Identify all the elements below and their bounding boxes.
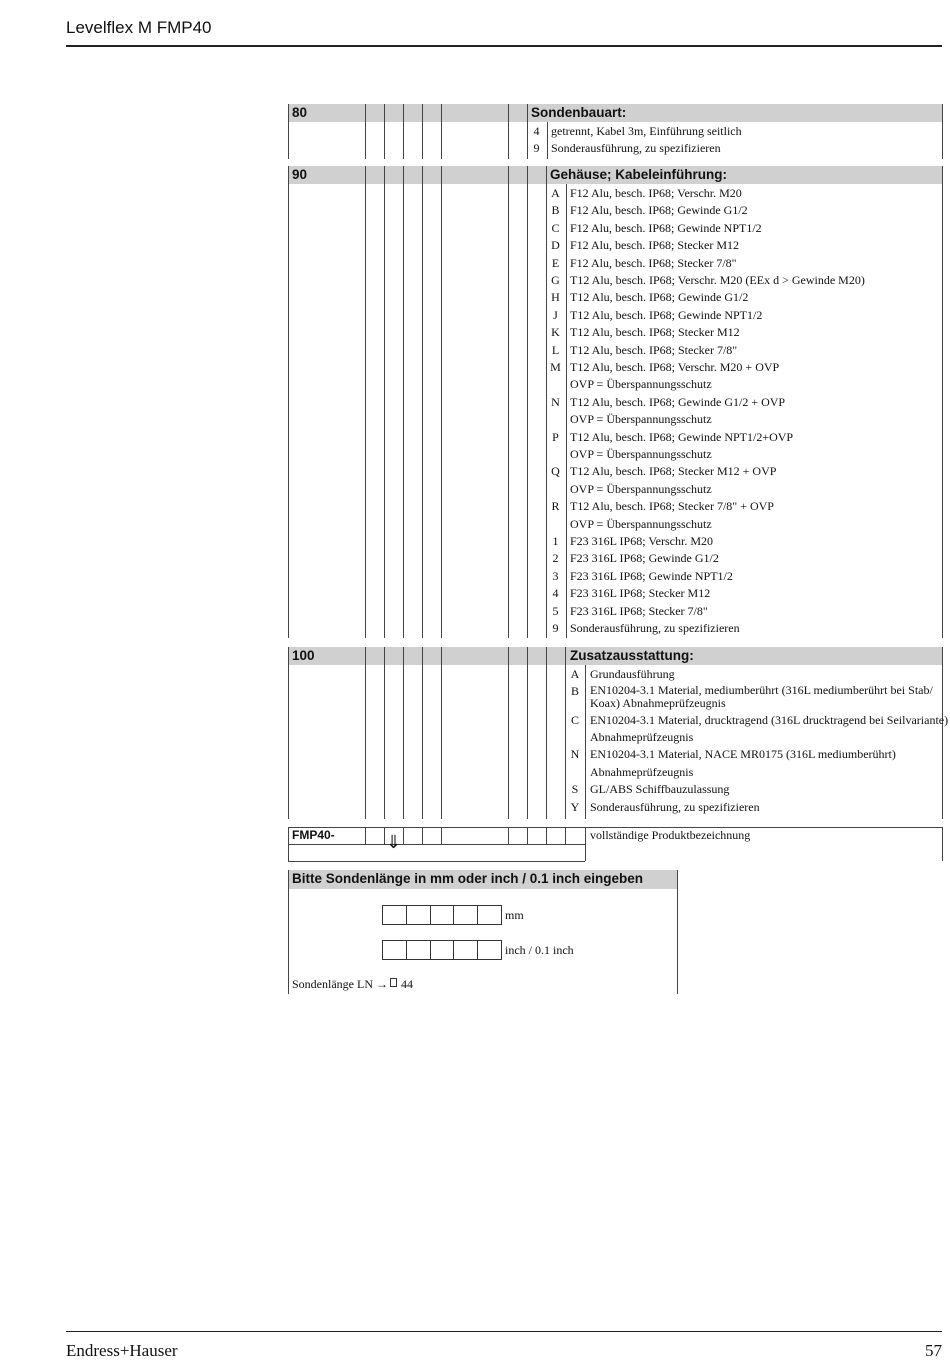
section90-row-desc: T12 Alu, besch. IP68; Stecker 7/8" + OVP (570, 499, 774, 514)
section100-row-desc: EN10204-3.1 Material, NACE MR0175 (316L mediumberührt) (590, 747, 896, 762)
product-code-cell-line (422, 827, 423, 844)
page-number: 57 (925, 1341, 942, 1360)
section100-column-line (441, 647, 442, 819)
section90-row-code: H (551, 290, 560, 305)
section90-row-desc: T12 Alu, besch. IP68; Stecker M12 + OVP (570, 464, 777, 479)
section90-row-code: B (551, 203, 560, 218)
section80-column-line (547, 122, 548, 159)
footer-brand: Endress+Hauser (66, 1341, 178, 1360)
section90-column-line (527, 166, 528, 638)
section90-column-line (422, 166, 423, 638)
header-rule (66, 45, 942, 47)
section80-row-desc: getrennt, Kabel 3m, Einführung seitlich (551, 124, 742, 138)
section90-row-desc: OVP = Überspannungsschutz (570, 447, 712, 461)
section90-row-desc: T12 Alu, besch. IP68; Stecker M12 (570, 325, 740, 340)
section100-row-desc: Abnahmeprüfzeugnis (590, 764, 694, 779)
section90-row-code: 5 (552, 603, 559, 618)
section90-row-desc: OVP = Überspannungsschutz (570, 412, 712, 427)
section90-row-desc: F23 316L IP68; Gewinde NPT1/2 (570, 568, 733, 583)
length-digit-cell[interactable] (454, 941, 478, 959)
section90-row-desc: F23 316L IP68; Verschr. M20 (570, 534, 714, 548)
section100-column-line (384, 647, 385, 819)
length-digit-cell[interactable] (431, 906, 455, 924)
section90-column-line (365, 166, 366, 638)
length-input-mm-unit: mm (505, 908, 524, 922)
section100-row-code: N (570, 747, 580, 762)
section80-column-line (508, 104, 509, 159)
length-digit-cell[interactable] (383, 906, 407, 924)
section90-row-desc: T12 Alu, besch. IP68; Stecker 7/8" (570, 342, 738, 357)
section90-row-code: R (551, 499, 560, 514)
product-code-cell-line (546, 827, 547, 844)
section90-row-desc: T12 Alu, besch. IP68; Verschr. M20 (EEx d > Gewinde M20) (570, 273, 865, 287)
section90-row-code: N (551, 394, 560, 409)
section90-column-line (288, 166, 289, 638)
product-desc-right-line (942, 827, 943, 861)
product-code-cell-line (565, 827, 566, 844)
section90-row-code: 1 (552, 534, 559, 548)
length-digit-cell[interactable] (407, 906, 431, 924)
section90-column-line (384, 166, 385, 638)
product-desc: vollständige Produktbezeichnung (590, 828, 751, 842)
section90-row-code: Q (551, 464, 560, 479)
section80-column-line (441, 104, 442, 159)
section90-row-code: A (551, 186, 560, 200)
section90-row-desc: F23 316L IP68; Stecker M12 (570, 586, 711, 601)
section80-column-line (403, 104, 404, 159)
section100-column-line (288, 647, 289, 819)
section100-column-line (403, 647, 404, 819)
section90-row-desc: F12 Alu, besch. IP68; Gewinde NPT1/2 (570, 220, 762, 235)
section100-column-line (585, 665, 586, 819)
section100-row-desc: EN10204-3.1 Material, drucktragend (316L drucktragend bei Seilvariante) (590, 712, 949, 727)
length-right-line (677, 870, 678, 994)
section90-row-code: K (551, 325, 560, 340)
section90-row-desc: F12 Alu, besch. IP68; Stecker M12 (570, 238, 739, 253)
section80-title: Sondenbauart: (531, 105, 627, 120)
product-code-cell-line (365, 827, 366, 844)
section100-column-line (527, 647, 528, 819)
length-digit-cell[interactable] (383, 941, 407, 959)
section90-row-desc: OVP = Überspannungsschutz (570, 481, 712, 496)
section90-column-line (403, 166, 404, 638)
section100-column-line (422, 647, 423, 819)
section100-title: Zusatzausstattung: (570, 648, 694, 663)
length-digit-cell[interactable] (478, 941, 501, 959)
section90-number: 90 (292, 167, 308, 182)
section100-row-code: S (571, 782, 579, 797)
section80-column-line (384, 104, 385, 159)
product-code-frame-line (288, 827, 289, 861)
section90-title: Gehäuse; Kabeleinführung: (550, 167, 728, 182)
section90-row-code: D (551, 238, 560, 253)
section90-row-code: C (551, 220, 560, 235)
page-reference-icon (390, 978, 397, 987)
length-left-line (288, 870, 289, 994)
section90-row-desc: T12 Alu, besch. IP68; Gewinde NPT1/2 (570, 307, 763, 322)
section90-row-desc: F12 Alu, besch. IP68; Gewinde G1/2 (570, 203, 748, 218)
section90-row-desc: F12 Alu, besch. IP68; Verschr. M20 (570, 186, 742, 200)
section90-row-desc: F23 316L IP68; Gewinde G1/2 (570, 551, 719, 566)
section90-right-line (942, 166, 943, 638)
section100-row-desc: Grundausführung (590, 667, 675, 681)
length-title: Bitte Sondenlänge in mm oder inch / 0.1 inch eingeben (292, 871, 644, 886)
section80-number: 80 (292, 105, 308, 120)
section90-column-line (441, 166, 442, 638)
section90-row-desc: OVP = Überspannungsschutz (570, 516, 712, 531)
product-code-mid-line (288, 844, 585, 845)
length-note-page: 44 (401, 977, 413, 991)
section80-column-line (288, 104, 289, 159)
length-digit-cell[interactable] (454, 906, 478, 924)
section90-row-code: 4 (552, 586, 559, 601)
section90-row-desc: T12 Alu, besch. IP68; Gewinde G1/2 + OVP (570, 394, 786, 409)
section90-row-code: G (551, 273, 560, 287)
section100-number: 100 (292, 648, 315, 663)
section80-right-line (942, 104, 943, 159)
section100-row-code: Y (570, 799, 580, 814)
section90-row-desc: F12 Alu, besch. IP68; Stecker 7/8" (570, 255, 737, 270)
product-code-bottom-line (288, 861, 585, 862)
section80-row-code: 4 (533, 124, 540, 138)
product-code-cell-line (384, 827, 385, 844)
section100-column-line (365, 647, 366, 819)
section90-row-code: 9 (552, 621, 559, 635)
length-note: Sondenlänge LN → (292, 977, 388, 991)
length-digit-cell[interactable] (478, 906, 501, 924)
section90-column-line (508, 166, 509, 638)
product-code-cell-line (441, 827, 442, 844)
section90-row-desc: Sonderausführung, zu spezifizieren (570, 621, 740, 635)
section90-row-desc: F23 316L IP68; Stecker 7/8" (570, 603, 708, 618)
section90-row-code: J (553, 307, 558, 322)
section90-row-desc: T12 Alu, besch. IP68; Gewinde G1/2 (570, 290, 749, 305)
section90-column-line (566, 184, 567, 638)
product-code-cell-line (508, 827, 509, 844)
section100-row-code: B (570, 683, 579, 698)
section100-row-desc: EN10204-3.1 Material, mediumberührt (316L mediumberührt bei Stab/ Koax) Abnahmeprüfzeugnis (590, 682, 933, 710)
section90-row-code: L (551, 342, 560, 357)
section90-row-desc: OVP = Überspannungsschutz (570, 377, 712, 392)
length-input-mm[interactable] (382, 905, 502, 925)
section100-row-desc: Sonderausführung, zu spezifizieren (590, 799, 760, 814)
section80-row-code: 9 (533, 141, 540, 156)
page-header-title: Levelflex M FMP40 (66, 18, 212, 37)
section90-row-code: P (552, 429, 559, 444)
section100-column-line (508, 647, 509, 819)
footer-rule (66, 1331, 942, 1332)
length-input-inch[interactable] (382, 940, 502, 960)
product-code-cell-line (403, 827, 404, 844)
product-code-cell-line (527, 827, 528, 844)
section90-row-desc: T12 Alu, besch. IP68; Gewinde NPT1/2+OVP (570, 429, 794, 444)
section100-row-desc: Abnahmeprüfzeugnis (590, 729, 694, 744)
section100-right-line (942, 647, 943, 819)
product-code-arrow: ⇓ (386, 832, 402, 852)
section80-column-line (365, 104, 366, 159)
section90-row-desc: T12 Alu, besch. IP68; Verschr. M20 + OVP (570, 360, 780, 374)
product-code-prefix: FMP40- (292, 828, 335, 842)
length-digit-cell[interactable] (431, 941, 455, 959)
section90-row-code: M (550, 360, 561, 374)
section100-column-line (546, 647, 547, 819)
product-code-frame-line (585, 827, 586, 861)
length-digit-cell[interactable] (407, 941, 431, 959)
section100-row-code: A (570, 667, 580, 681)
section100-row-code: C (570, 712, 579, 727)
section80-column-line (422, 104, 423, 159)
section80-row-desc: Sonderausführung, zu spezifizieren (551, 141, 721, 156)
section90-row-code: E (551, 255, 560, 270)
section90-row-code: 2 (552, 551, 559, 566)
section100-row-desc: GL/ABS Schiffbauzulassung (590, 782, 730, 797)
length-input-inch-unit: inch / 0.1 inch (505, 943, 574, 957)
section90-row-code: 3 (552, 568, 559, 583)
